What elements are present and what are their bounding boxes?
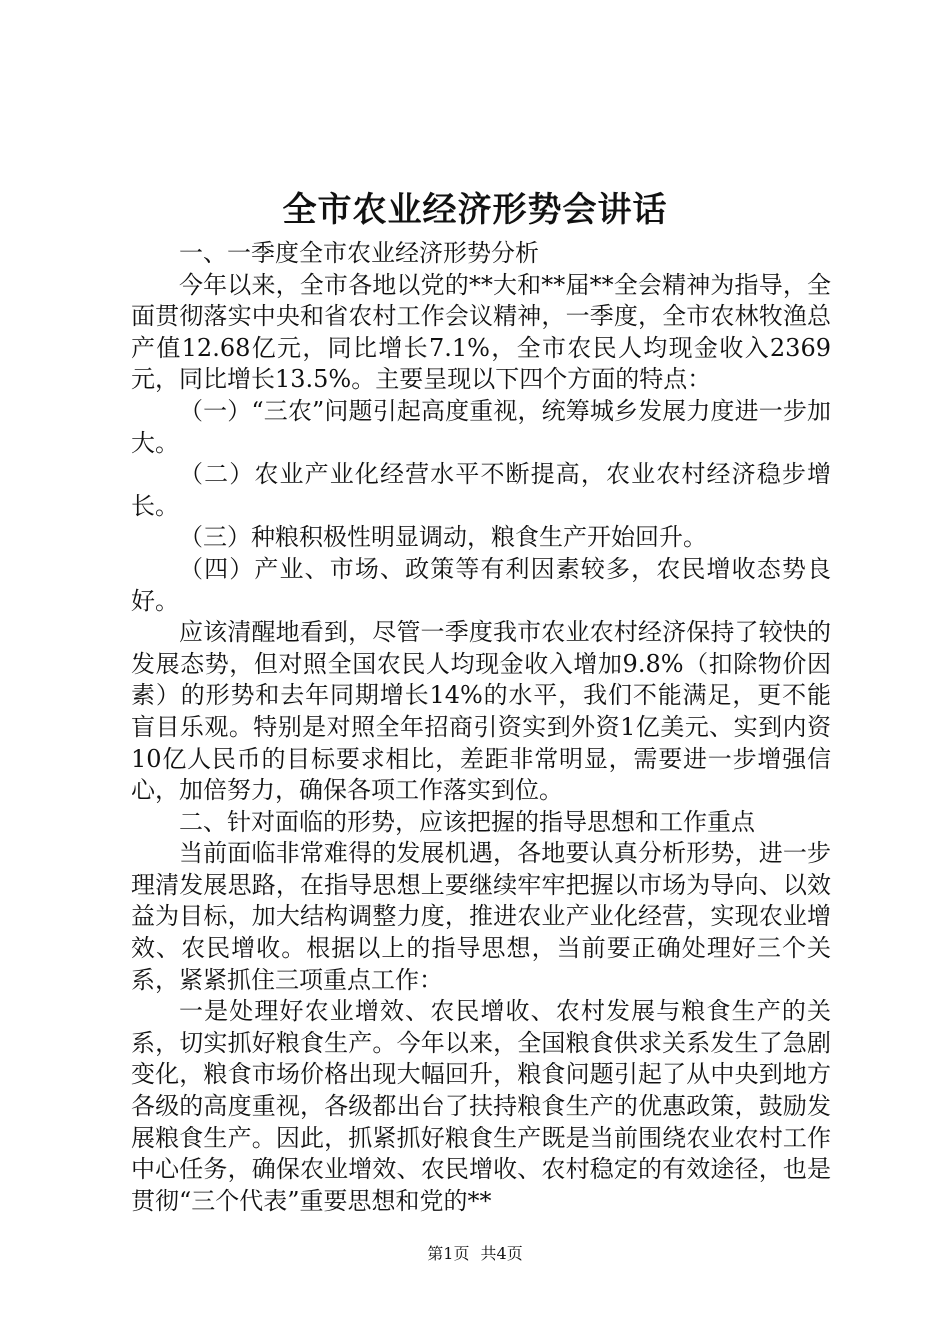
section-heading-2: 二、针对面临的形势，应该把握的指导思想和工作重点 bbox=[179, 807, 755, 836]
paragraph-guidance: 当前面临非常难得的发展机遇，各地要认真分析形势，进一步理清发展思路，在指导思想上要继续牢牢把握以市场为导向、以效益为目标，加大结构调整力度，推进农业产业化经营，实现农业增效、农民增收。根据以上的指导思想，当前要正确处理好三个关系，紧紧抓住三项重点工作： bbox=[131, 839, 831, 994]
document-body bbox=[131, 238, 831, 1217]
paragraph-overview: 今年以来，全市各地以党的**大和**届**全会精神为指导，全面贯彻落实中央和省农村工作会议精神，一季度，全市农林牧渔总产值12.68亿元，同比增长7.1%，全市农民人均现金收入2369元，同比增长13.5%。主要呈现以下四个方面的特点： bbox=[131, 270, 831, 394]
paragraph-grain-production: 一是处理好农业增效、农民增收、农村发展与粮食生产的关系，切实抓好粮食生产。今年以来，全国粮食供求关系发生了急剧变化，粮食市场价格出现大幅回升，粮食问题引起了从中央到地方各级的高度重视，各级都出台了扶持粮食生产的优惠政策，鼓励发展粮食生产。因此，抓紧抓好粮食生产既是当前围绕农业农村工作中心任务，确保农业增效、农民增收、农村稳定的有效途径，也是贯彻“三个代表”重要思想和党的** bbox=[131, 997, 831, 1215]
document-title: 全市农业经济形势会讲话 bbox=[282, 190, 668, 230]
feature-item-2: （二）农业产业化经营水平不断提高，农业农村经济稳步增长。 bbox=[131, 460, 831, 520]
paragraph-assessment: 应该清醒地看到，尽管一季度我市农业农村经济保持了较快的发展态势，但对照全国农民人均现金收入增加9.8%（扣除物价因素）的形势和去年同期增长14%的水平，我们不能满足，更不能盲目乐观。特别是对照全年招商引资实到外资1亿美元、实到内资10亿人民币的目标要求相比，差距非常明显，需要进一步增强信心，加倍努力，确保各项工作落实到位。 bbox=[131, 618, 831, 805]
page-total: 共4页 bbox=[480, 1244, 523, 1263]
feature-item-1: （一）“三农”问题引起高度重视，统筹城乡发展力度进一步加大。 bbox=[131, 396, 831, 457]
page-footer bbox=[0, 1243, 950, 1265]
feature-item-3: （三）种粮积极性明显调动，粮食生产开始回升。 bbox=[179, 523, 707, 552]
page-number: 第1页 bbox=[427, 1244, 470, 1263]
section-heading-1: 一、一季度全市农业经济形势分析 bbox=[179, 239, 539, 267]
feature-item-4: （四）产业、市场、政策等有利因素较多，农民增收态势良好。 bbox=[131, 554, 831, 615]
